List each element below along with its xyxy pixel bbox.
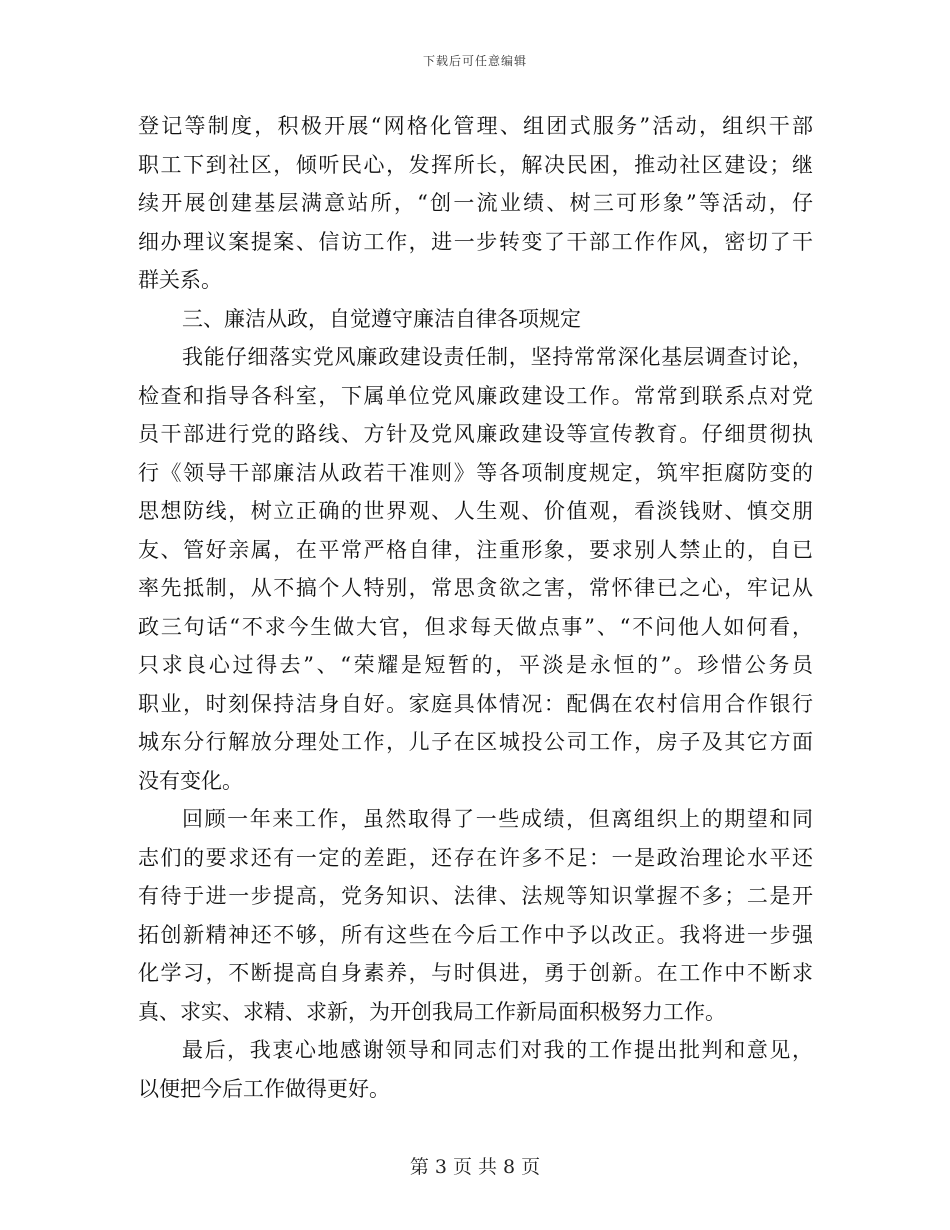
text-line: 化学习，不断提高自身素养，与时俱进，勇于创新。在工作中不断求 — [138, 961, 813, 985]
text-line: 拓创新精神还不够，所有这些在今后工作中予以改正。我将进一步强 — [138, 922, 813, 947]
text-line: 最后，我衷心地感谢领导和同志们对我的工作提出批判和意见， — [182, 1038, 813, 1062]
text-line: 职工下到社区，倾听民心，发挥所长，解决民困，推动社区建设；继 — [138, 152, 813, 177]
text-line: 思想防线，树立正确的世界观、人生观、价值观，看淡钱财、慎交朋 — [138, 499, 813, 523]
text-line: 没有变化。 — [138, 768, 243, 793]
text-line: 行《领导干部廉洁从政若干准则》等各项制度规定，筑牢拒腐防变的 — [138, 460, 813, 485]
text-line: 以便把今后工作做得更好。 — [138, 1076, 390, 1101]
text-line: 政三句话“不求今生做大官，但求每天做点事”、“不问他人如何看， — [138, 614, 813, 639]
text-line: 率先抵制，从不搞个人特别，常思贪欲之害，常怀律已之心，牢记从 — [138, 576, 813, 600]
section-heading: 三、廉洁从政，自觉遵守廉洁自律各项规定 — [182, 306, 581, 331]
text-line: 群关系。 — [138, 268, 222, 292]
text-line: 志们的要求还有一定的差距，还存在许多不足：一是政治理论水平还 — [138, 845, 813, 870]
page-number: 第 3 页 共 8 页 — [409, 1156, 541, 1178]
text-line: 我能仔细落实党风廉政建设责任制，坚持常常深化基层调查讨论， — [182, 345, 813, 369]
text-line: 登记等制度，积极开展“网格化管理、组团式服务”活动，组织干部 — [138, 114, 813, 138]
text-line: 回顾一年来工作，虽然取得了一些成绩，但离组织上的期望和同 — [182, 807, 813, 831]
text-line: 细办理议案提案、信访工作，进一步转变了干部工作作风，密切了干 — [138, 229, 813, 254]
text-line: 职业，时刻保持洁身自好。家庭具体情况：配偶在农村信用合作银行 — [138, 691, 813, 716]
page-header-note: 下载后可任意编辑 — [422, 54, 527, 68]
document-body — [138, 107, 813, 1108]
text-line: 员干部进行党的路线、方针及党风廉政建设等宣传教育。仔细贯彻执 — [138, 422, 813, 446]
text-line: 真、求实、求精、求新，为开创我局工作新局面积极努力工作。 — [138, 999, 726, 1024]
text-line: 续开展创建基层满意站所，“创一流业绩、树三可形象”等活动，仔 — [138, 191, 813, 215]
text-line: 城东分行解放分理处工作，儿子在区城投公司工作，房子及其它方面 — [138, 730, 813, 754]
text-line: 有待于进一步提高，党务知识、法律、法规等知识掌握不多；二是开 — [138, 884, 813, 908]
text-line: 检查和指导各科室，下属单位党风廉政建设工作。常常到联系点对党 — [138, 383, 813, 408]
text-line: 友、管好亲属，在平常严格自律，注重形象，要求别人禁止的，自已 — [138, 537, 813, 562]
text-line: 只求良心过得去”、“荣耀是短暂的，平淡是永恒的”。珍惜公务员 — [138, 653, 813, 677]
